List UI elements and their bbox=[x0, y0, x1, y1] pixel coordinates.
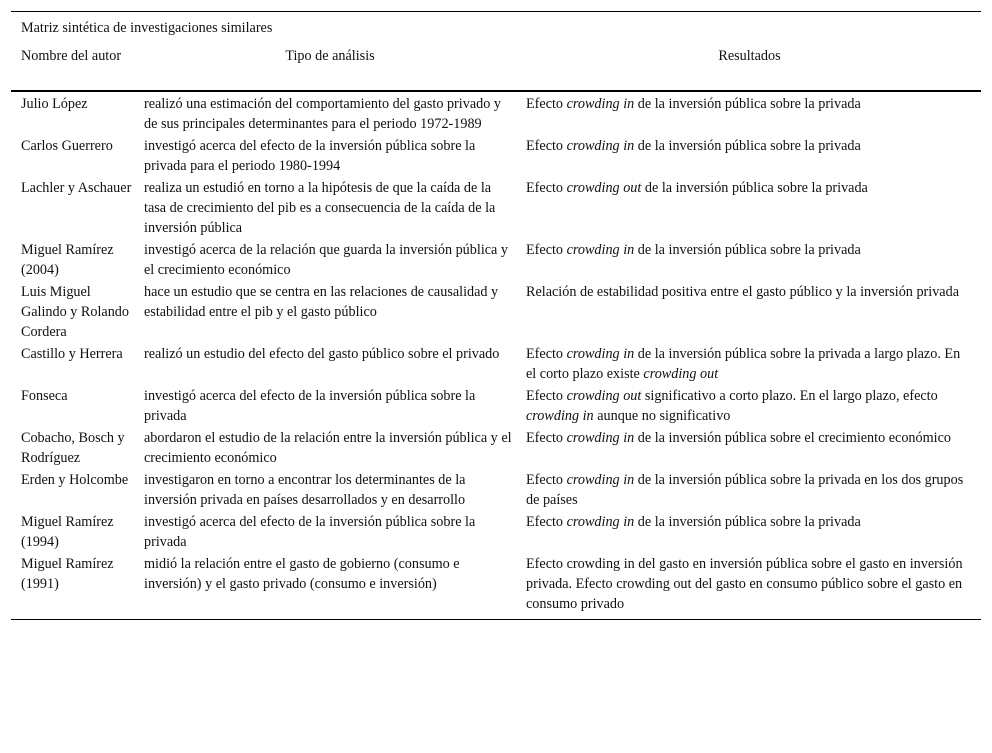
cell-results bbox=[516, 386, 981, 426]
results-text: Efecto crowding in del gasto en inversión pública sobre el gasto en inversión privada. Efecto crowding out del gasto en consumo público sobre el gasto en consumo privado bbox=[526, 556, 963, 612]
cell-analysis: realizó una estimación del comportamiento del gasto privado y de sus principales determinantes para el periodo 1972-1989 bbox=[144, 96, 501, 132]
cell-author: Carlos Guerrero bbox=[21, 138, 113, 154]
cell-analysis: investigó acerca del efecto de la inversión pública sobre la privada bbox=[144, 514, 476, 550]
cell-results bbox=[516, 240, 981, 280]
table-row bbox=[11, 386, 981, 428]
table-header bbox=[11, 44, 981, 92]
results-term: crowding out bbox=[643, 366, 719, 382]
header-author: Nombre del autor bbox=[21, 48, 122, 64]
results-term: crowding in bbox=[566, 430, 635, 446]
results-text: de la inversión pública sobre la privada bbox=[634, 138, 861, 154]
results-term: crowding in bbox=[566, 138, 635, 154]
cell-results bbox=[516, 428, 981, 468]
cell-results bbox=[516, 282, 981, 342]
results-text: de la inversión pública sobre el crecimiento económico bbox=[634, 430, 951, 446]
cell-analysis: midió la relación entre el gasto de gobierno (consumo e inversión) y el gasto privado (consumo e inversión) bbox=[144, 556, 460, 592]
results-text: Efecto bbox=[526, 472, 567, 488]
results-text: Efecto bbox=[526, 514, 567, 530]
table-row bbox=[11, 470, 981, 512]
cell-author: Cobacho, Bosch y Rodríguez bbox=[21, 430, 125, 466]
cell-author: Julio López bbox=[21, 96, 88, 112]
table-row bbox=[11, 94, 981, 136]
cell-author: Miguel Ramírez (2004) bbox=[21, 242, 114, 278]
cell-author: Castillo y Herrera bbox=[21, 346, 123, 362]
table-caption: Matriz sintética de investigaciones similares bbox=[21, 20, 273, 36]
cell-analysis: investigó acerca del efecto de la inversión pública sobre la privada para el periodo 1980-1994 bbox=[144, 138, 476, 174]
results-term: crowding in bbox=[566, 96, 635, 112]
table-row bbox=[11, 554, 981, 616]
results-text: Efecto bbox=[526, 96, 567, 112]
table-row bbox=[11, 240, 981, 282]
results-text: de la inversión pública sobre la privada bbox=[641, 180, 868, 196]
table-row bbox=[11, 344, 981, 386]
results-text: Efecto bbox=[526, 138, 567, 154]
results-text: de la inversión pública sobre la privada a largo plazo. En el corto plazo existe bbox=[526, 346, 961, 382]
cell-analysis: investigaron en torno a encontrar los determinantes de la inversión privada en países desarrollados y en desarrollo bbox=[144, 472, 466, 508]
table-row bbox=[11, 178, 981, 240]
cell-analysis: investigó acerca de la relación que guarda la inversión pública y el crecimiento económico bbox=[144, 242, 508, 278]
results-term: crowding in bbox=[526, 408, 594, 424]
cell-results bbox=[516, 94, 981, 134]
results-text: significativo a corto plazo. En el largo plazo, efecto bbox=[641, 388, 938, 404]
cell-author: Luis Miguel Galindo y Rolando Cordera bbox=[21, 284, 129, 340]
table-row bbox=[11, 282, 981, 344]
results-text: aunque no significativo bbox=[593, 408, 731, 424]
cell-results bbox=[516, 178, 981, 238]
cell-analysis: hace un estudio que se centra en las relaciones de causalidad y estabilidad entre el pib y el gasto público bbox=[144, 284, 499, 320]
results-text: de la inversión pública sobre la privada bbox=[634, 242, 861, 258]
cell-author: Lachler y Aschauer bbox=[21, 180, 132, 196]
results-term: crowding in bbox=[566, 472, 635, 488]
cell-analysis: investigó acerca del efecto de la inversión pública sobre la privada bbox=[144, 388, 476, 424]
cell-author: Miguel Ramírez (1994) bbox=[21, 514, 114, 550]
results-text: de la inversión pública sobre la privada bbox=[634, 514, 861, 530]
cell-analysis: abordaron el estudio de la relación entre la inversión pública y el crecimiento económico bbox=[144, 430, 512, 466]
results-term: crowding out bbox=[566, 180, 642, 196]
cell-analysis: realiza un estudió en torno a la hipótesis de que la caída de la tasa de crecimiento del pib es a consecuencia de la caída de la inversión pública bbox=[144, 180, 496, 236]
cell-author: Miguel Ramírez (1991) bbox=[21, 556, 114, 592]
results-text: de la inversión pública sobre la privada en los dos grupos de países bbox=[526, 472, 964, 508]
results-text: Efecto bbox=[526, 388, 567, 404]
header-analysis: Tipo de análisis bbox=[285, 48, 375, 64]
table-bottom-rule bbox=[11, 619, 981, 620]
cell-author: Fonseca bbox=[21, 388, 68, 404]
table-row bbox=[11, 512, 981, 554]
cell-results bbox=[516, 470, 981, 510]
results-term: crowding in bbox=[566, 514, 635, 530]
results-text: Efecto bbox=[526, 430, 567, 446]
synthesis-table bbox=[11, 11, 981, 620]
results-term: crowding out bbox=[566, 388, 642, 404]
results-term: crowding in bbox=[566, 242, 635, 258]
cell-author: Erden y Holcombe bbox=[21, 472, 129, 488]
cell-results bbox=[516, 344, 981, 384]
results-text: Efecto bbox=[526, 346, 567, 362]
cell-analysis: realizó un estudio del efecto del gasto público sobre el privado bbox=[144, 346, 500, 362]
results-text: Relación de estabilidad positiva entre el gasto público y la inversión privada bbox=[526, 284, 959, 300]
table-row bbox=[11, 136, 981, 178]
results-term: crowding in bbox=[566, 346, 635, 362]
cell-results bbox=[516, 512, 981, 552]
results-text: Efecto bbox=[526, 180, 567, 196]
cell-results bbox=[516, 136, 981, 176]
table-body bbox=[11, 92, 981, 616]
table-row bbox=[11, 428, 981, 470]
cell-results bbox=[516, 554, 981, 614]
results-text: Efecto bbox=[526, 242, 567, 258]
header-results: Resultados bbox=[718, 48, 781, 64]
results-text: de la inversión pública sobre la privada bbox=[634, 96, 861, 112]
